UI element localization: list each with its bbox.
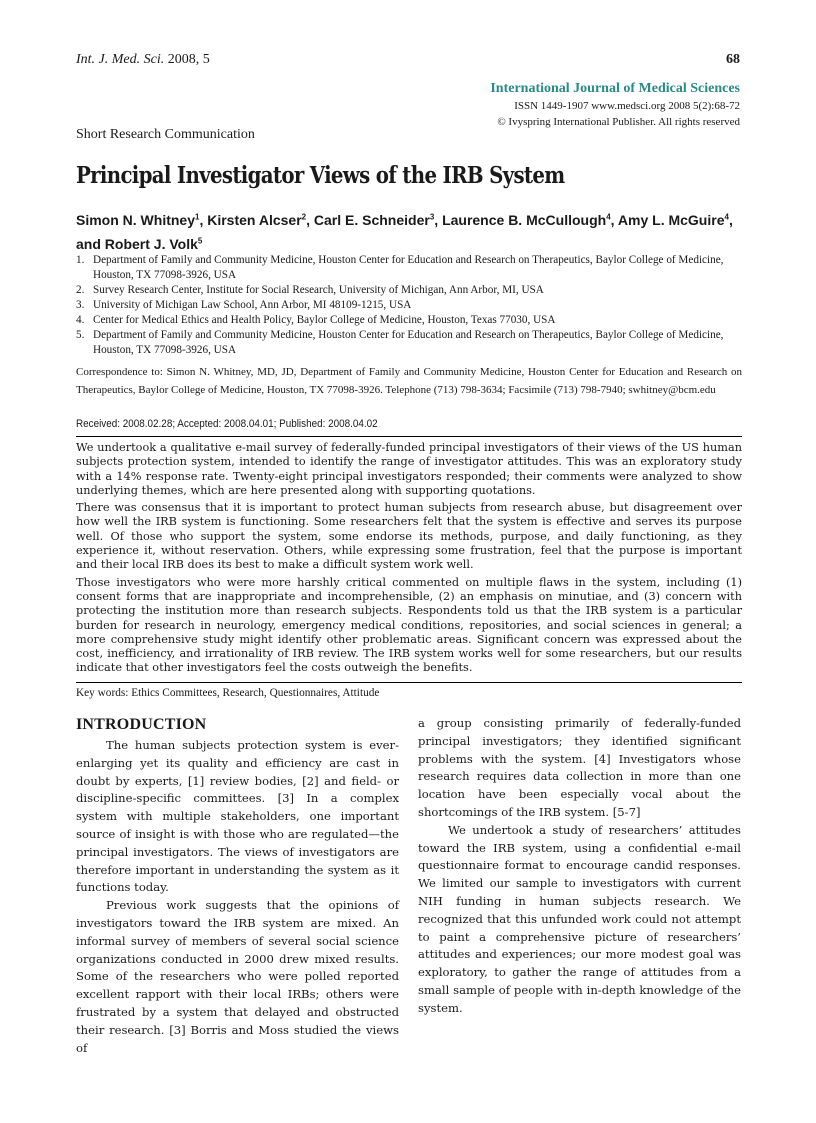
section-heading: INTRODUCTION xyxy=(76,716,207,733)
body-paragraph: a group consisting primarily of federally-funded principal investigators; they identified significant problems with the system. [4] Investigators whose research requires data collection in more than one location have been especially vocal about the shortcomings of the IRB system. [5-7] xyxy=(418,716,741,819)
author: Carl E. Schneider$^3$, xyxy=(313,211,443,228)
section-type: Short Research Communication xyxy=(76,127,255,142)
body-paragraph: We undertook a study of researchers’ attitudes toward the IRB system, using a confidential e-mail questionnaire format to encourage candid responses. We limited our sample to investigators with current NIH funding in human subjects research. We recognized that this unfunded work could not attempt to paint a comprehensive picture of researchers’ attitudes and experiences; our more modest goal was exploratory, to gather the range of attitudes from a small sample of people with in-depth knowledge of the system. xyxy=(418,822,741,1015)
keywords: Key words: Ethics Committees, Research, Questionnaires, Attitude xyxy=(76,687,380,699)
body-column-left xyxy=(76,715,399,1057)
abstract-paragraph: There was consensus that it is important to protect human subjects from research abuse, but disagreement over how well the IRB system is functioning. Some researchers felt that the system is effective and serves its purpose well. Of those who support the system, some endorse its methods, purpose, and daily functioning, as they experience it, without reservation. Others, while expressing some frustration, feel that the purpose is important and their local IRB does its best to make a difficult system work well. xyxy=(76,501,742,572)
affiliation: 4. Center for Medical Ethics and Health Policy, Baylor College of Medicine, Houston, Texas 77030, USA xyxy=(76,314,556,326)
abstract xyxy=(76,441,742,679)
affiliation: 3. University of Michigan Law School, Ann Arbor, MI 48109-1215, USA xyxy=(76,299,412,311)
author: Amy L. McGuire$^4$, and xyxy=(76,211,733,253)
abstract-paragraph: Those investigators who were more harshly critical commented on multiple flaws in the system, including (1) consent forms that are inappropriate and incomprehensible, (2) an emphasis on minutiae, and (3) concern with protecting the institution more than research subjects. Respondents told us that the IRB system is a particular burden for research in neurology, emergency medical conditions, repositories, and social sciences in general; a more comprehensive study might identify other problematic areas. Significant concern was expressed about the cost, inefficiency, and irrationality of IRB review. The IRB system works well for some researchers, but our results indicate that other investigators feel the costs outweigh the benefits. xyxy=(76,575,742,675)
article-title: Principal Investigator Views of the IRB System xyxy=(76,162,565,189)
issn-line: ISSN 1449-1907 www.medsci.org 2008 5(2):68-72 xyxy=(514,100,740,112)
affiliation: 1. Department of Family and Community Medicine, Houston Center for Education and Research on Therapeutics, Baylor College of Medicine, Houston, TX 77098-3926, USA xyxy=(76,254,724,281)
year-volume: 2008, 5 xyxy=(167,52,210,67)
journal-info xyxy=(490,80,740,130)
running-header xyxy=(76,52,210,68)
author: Kirsten Alcser$^2$, xyxy=(207,211,314,228)
affiliation: 2. Survey Research Center, Institute for Social Research, University of Michigan, Ann Arbor, MI, USA xyxy=(76,284,544,296)
author: Simon N. Whitney$^1$, xyxy=(76,211,208,228)
body-paragraph: The human subjects protection system is ever-enlarging yet its quality and efficiency are cast in doubt by experts, [1] review bodies, [2] and field- or discipline-specific committees. [3] In a complex system with multiple stakeholders, one important source of insight is with those who are regulated—the principal investigators. The views of investigators are therefore important in understanding the system as it functions today. xyxy=(76,738,399,895)
affiliation: 5. Department of Family and Community Medicine, Houston Center for Education and Research on Therapeutics, Baylor College of Medicine, Houston, TX 77098-3926, USA xyxy=(76,329,724,356)
affiliation-list xyxy=(76,253,742,358)
journal-name: International Journal of Medical Sciences xyxy=(490,81,740,96)
body-paragraph: Previous work suggests that the opinions of investigators toward the IRB system are mixed. An informal survey of members of several social science organizations conducted in 2000 drew mixed results. Some of the researchers who were polled reported excellent rapport with their local IRBs; others were frustrated by a system that delayed and obstructed their research. [3] Borris and Moss studied the views of xyxy=(76,898,399,1055)
abstract-paragraph: We undertook a qualitative e-mail survey of federally-funded principal investigators of their views of the US human subjects protection system, intended to identify the range of investigator attitudes. This was an exploratory study with a 14% response rate. Twenty-eight principal investigators responded; their comments were analyzed to show underlying themes, which are here presented along with supporting quotations. xyxy=(76,441,742,497)
author-list xyxy=(76,206,746,255)
copyright-line: © Ivyspring International Publisher. All rights reserved xyxy=(497,116,740,128)
abstract-bottom-rule xyxy=(76,682,742,683)
abstract-top-rule xyxy=(76,436,742,437)
author: Robert J. Volk$^5$ xyxy=(104,236,203,253)
publication-dates: Received: 2008.02.28; Accepted: 2008.04.01; Published: 2008.04.02 xyxy=(76,418,378,430)
body-column-right xyxy=(418,715,741,1018)
author: Laurence B. McCullough$^4$, xyxy=(442,211,618,228)
journal-abbrev: Int. J. Med. Sci. xyxy=(76,52,165,67)
correspondence: Correspondence to: Simon N. Whitney, MD, JD, Department of Family and Community Medicine, Houston Center for Education and Research on Therapeutics, Baylor College of Medicine, Houston, TX 77098-3926. Telephone (713) 798-3634; Facsimile (713) 798-7940; swhitney@bcm.edu xyxy=(76,366,742,396)
page-number: 68 xyxy=(726,52,740,67)
